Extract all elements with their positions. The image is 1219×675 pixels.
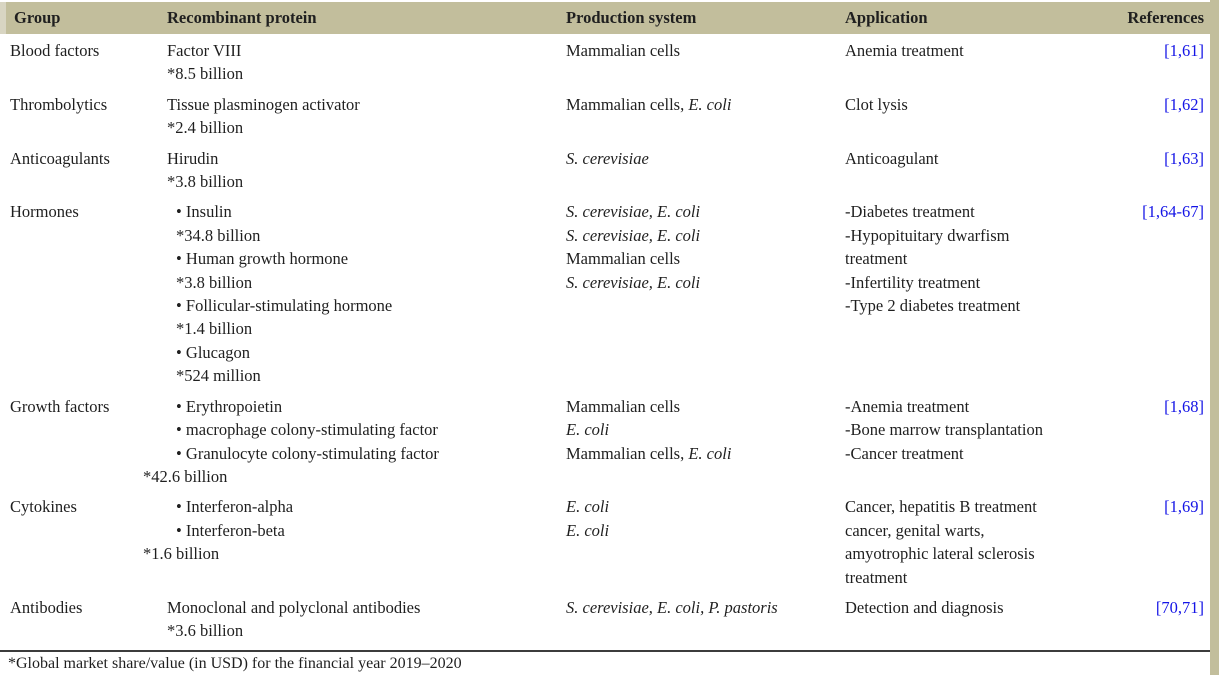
protein-line: • Glucagon [176,342,251,362]
group-cell [0,395,157,418]
production-cell [556,39,835,62]
production-text-species: S. cerevisiae, E. coli [566,225,701,245]
group-label: Hormones [10,202,79,222]
protein-cell [157,93,556,140]
protein-line: • Granulocyte colony-stimulating factor [176,443,439,463]
production-text-species: S. cerevisiae, E. coli [566,272,701,292]
application-line: Clot lysis [845,94,908,114]
right-accent-band [1210,0,1219,675]
column-header-recombinant-protein: Recombinant protein [167,8,317,28]
table-row [0,596,1210,650]
production-line [566,418,835,441]
production-line [566,224,835,247]
column-header-application: Application [845,8,928,28]
protein-line: *3.8 billion [176,272,253,292]
group-label: Thrombolytics [10,94,108,114]
protein-line: Factor VIII [167,41,242,60]
group-cell [0,596,157,619]
group-cell [0,200,157,223]
production-line [566,39,835,62]
protein-cell [157,147,556,194]
application-line: amyotrophic lateral sclerosis [845,544,1035,564]
protein-line: *2.4 billion [167,118,244,138]
application-cell [835,200,1111,317]
table-row [0,495,1210,596]
production-cell [556,495,835,542]
protein-line: Monoclonal and polyclonal antibodies [167,597,421,617]
references-cell [1111,596,1210,619]
reference-link[interactable]: [1,64-67] [1142,202,1204,222]
table-row [0,200,1210,394]
application-cell [835,596,1111,619]
column-header-references: References [1127,8,1204,28]
protein-line: Tissue plasminogen activator [167,94,360,114]
protein-line: *34.8 billion [176,225,261,245]
group-label: Blood factors [10,41,100,60]
application-line: -Diabetes treatment [845,202,975,222]
bullet-icon: • [176,520,186,540]
group-label: Cytokines [10,497,77,517]
production-line [566,442,835,465]
application-cell [835,495,1111,589]
production-text-species: E. coli [566,497,610,517]
table-row [0,93,1210,147]
protein-line: *1.6 billion [143,544,220,564]
production-text: Mammalian cells, [566,443,689,463]
application-line: -Hypopituitary dwarfism [845,225,1010,245]
reference-link[interactable]: [1,61] [1164,41,1204,60]
application-line: treatment [845,567,908,587]
reference-link[interactable]: [1,62] [1164,94,1204,114]
bullet-icon: • [176,249,186,269]
protein-line: • Erythropoietin [176,396,283,416]
production-text-species: S. cerevisiae, E. coli [566,202,701,222]
production-text: Mammalian cells [566,396,681,416]
protein-line: • macrophage colony-stimulating factor [176,420,438,440]
bullet-icon: • [176,202,186,222]
bullet-icon: • [176,443,186,463]
protein-line: Hirudin [167,148,219,168]
production-cell [556,200,835,294]
protein-line: • Interferon-beta [176,520,285,540]
protein-line: • Human growth hormone [176,249,349,269]
application-line: -Bone marrow transplantation [845,420,1043,440]
protein-cell [157,200,556,387]
group-label: Growth factors [10,396,110,416]
application-line: Anticoagulant [845,148,939,168]
protein-cell [143,395,556,489]
application-line: -Infertility treatment [845,272,981,292]
protein-line: • Follicular-stimulating hormone [176,296,393,316]
protein-line: *8.5 billion [167,64,244,84]
group-cell [0,39,157,62]
table-row [0,395,1210,496]
references-cell [1111,39,1210,62]
production-text-species: E. coli [688,443,732,463]
table-row [0,147,1210,201]
production-text: Mammalian cells [566,249,681,269]
protein-line: *1.4 billion [176,319,253,339]
table-header-row [0,2,1210,34]
bullet-icon: • [176,396,186,416]
reference-link[interactable]: [70,71] [1155,597,1204,617]
reference-link[interactable]: [1,68] [1164,396,1204,416]
references-cell [1111,93,1210,116]
protein-line: • Interferon-alpha [176,497,294,517]
application-line: -Cancer treatment [845,443,964,463]
table-body [0,34,1210,650]
production-line [566,271,835,294]
production-text: Mammalian cells [566,41,681,60]
table-footnote: *Global market share/value (in USD) for the financial year 2019–2020 [0,650,1210,673]
production-line [566,596,835,619]
application-line: -Type 2 diabetes treatment [845,296,1021,316]
references-cell [1111,495,1210,518]
production-line [566,395,835,418]
application-line: treatment [845,249,908,269]
group-label: Antibodies [10,597,83,617]
production-line [566,495,835,518]
reference-link[interactable]: [1,63] [1164,148,1204,168]
protein-cell [143,495,556,565]
protein-line: *3.6 billion [167,621,244,641]
application-cell [835,93,1111,116]
reference-link[interactable]: [1,69] [1164,497,1204,517]
protein-line: *42.6 billion [143,466,228,486]
table-row [0,39,1210,93]
production-cell [556,395,835,465]
application-line: Cancer, hepatitis B treatment [845,497,1037,517]
production-cell [556,596,835,619]
production-cell [556,147,835,170]
bullet-icon: • [176,342,186,362]
protein-line: *524 million [176,366,261,386]
application-line: cancer, genital warts, [845,520,985,540]
recombinant-protein-table [0,2,1210,673]
production-line [566,519,835,542]
production-text-species: S. cerevisiae [566,148,649,168]
group-cell [0,495,157,518]
group-cell [0,147,157,170]
protein-line: • Insulin [176,202,232,222]
protein-cell [157,39,556,86]
production-line [566,247,835,270]
application-line: -Anemia treatment [845,396,970,416]
production-text-species: E. coli [688,94,732,114]
protein-line: *3.8 billion [167,172,244,192]
production-line [566,147,835,170]
group-label: Anticoagulants [10,148,110,168]
header-accent-strip [0,2,6,34]
production-text-species: E. coli [566,520,610,540]
application-line: Detection and diagnosis [845,597,1004,617]
production-text-species: S. cerevisiae, E. coli, P. pastoris [566,597,778,617]
production-text: Mammalian cells, [566,94,689,114]
column-header-production-system: Production system [566,8,697,28]
production-text-species: E. coli [566,420,610,440]
protein-cell [157,596,556,643]
application-cell [835,39,1111,62]
application-cell [835,147,1111,170]
application-cell [835,395,1111,465]
column-header-group: Group [14,8,61,28]
production-line [566,200,835,223]
production-line [566,93,835,116]
bullet-icon: • [176,296,186,316]
application-line: Anemia treatment [845,41,964,60]
references-cell [1111,200,1210,223]
production-cell [556,93,835,116]
references-cell [1111,147,1210,170]
bullet-icon: • [176,420,186,440]
bullet-icon: • [176,497,186,517]
references-cell [1111,395,1210,418]
group-cell [0,93,157,116]
